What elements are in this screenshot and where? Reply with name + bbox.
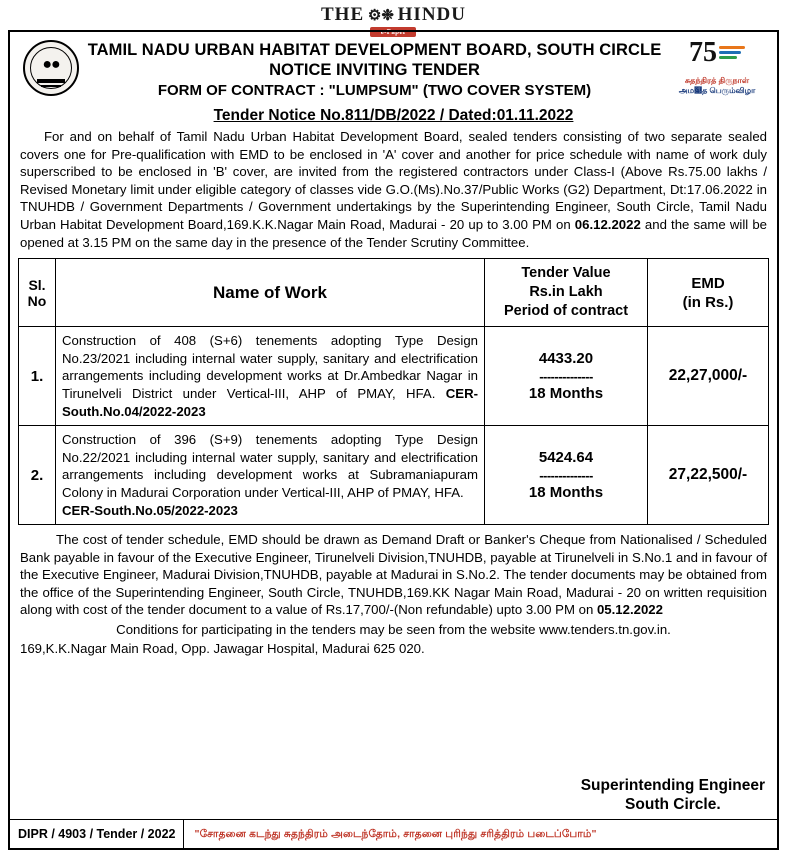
row-work-text: Construction of 396 (S+9) tenements adopting Type Design No.22/2021 including internal water supply, sanitary and electrification arrangements including development works at Subramaniapuram Colony in Madurai Corporation under Vertical-III, AHP of PMAY, HFA. xyxy=(62,432,478,500)
masthead-title-left: THE xyxy=(321,4,365,25)
header-logo-left xyxy=(18,38,84,101)
logo75-caption xyxy=(679,76,756,96)
emblem-figures-icon: ●● xyxy=(42,56,60,73)
row-separator: -------------- xyxy=(539,368,593,384)
logo75-number: 75 xyxy=(689,37,717,68)
dipr-reference: DIPR / 4903 / Tender / 2022 xyxy=(18,827,176,841)
header-sl-no-line2: No xyxy=(27,292,47,309)
advert-header xyxy=(10,32,777,103)
footer-paragraph xyxy=(10,525,777,619)
row-work-description xyxy=(56,426,485,525)
footer-document-date: 05.12.2022 xyxy=(596,602,663,618)
table-header-row xyxy=(19,259,769,327)
signoff-circle: South Circle. xyxy=(625,796,721,813)
row-tender-value xyxy=(485,426,648,525)
row-tender-value xyxy=(485,327,648,426)
office-address: 169,K.K.Nagar Main Road, Opp. Jawagar Hospital, Madurai 625 020. xyxy=(20,641,425,657)
table-row xyxy=(19,327,769,426)
row-tender-amount: 4433.20 xyxy=(538,349,594,367)
tricolor-swoosh-icon xyxy=(719,39,745,59)
masthead xyxy=(0,0,787,34)
table-row xyxy=(19,426,769,525)
header-sl-no xyxy=(19,259,56,327)
header-logo-right xyxy=(665,38,769,101)
row-sl-no: 2. xyxy=(19,426,56,525)
header-tender-value-line1: Tender Value xyxy=(521,265,611,282)
row-period: 18 Months xyxy=(528,483,604,501)
header-emd xyxy=(648,259,769,327)
emblem-base-secondary-icon xyxy=(41,85,61,87)
row-work-description xyxy=(56,327,485,426)
slogan-box xyxy=(183,820,777,848)
tender-notice-number: Tender Notice No.811/DB/2022 / Dated:01.11.2022 xyxy=(213,107,574,124)
contract-form-line: FORM OF CONTRACT : "LUMPSUM" (TWO COVER SYSTEM) xyxy=(157,82,592,99)
amrit-mahotsav-75-icon xyxy=(689,39,745,75)
header-titles xyxy=(84,38,665,101)
board-name: TAMIL NADU URBAN HABITAT DEVELOPMENT BOARD, SOUTH CIRCLE xyxy=(87,41,662,59)
intro-text-part2: and the same will be opened at 3.15 PM on the same day in the presence of the Tender Scrutiny Committee. xyxy=(20,216,767,250)
header-emd-line1: EMD xyxy=(691,274,725,292)
epaper-badge: e-Paper xyxy=(370,27,416,37)
row-sl-no: 1. xyxy=(19,327,56,426)
row-work-reference: CER-South.No.04/2022-2023 xyxy=(62,385,478,419)
row-period: 18 Months xyxy=(528,384,604,402)
row-tender-amount: 5424.64 xyxy=(538,448,594,466)
logo75-caption-line2: அம௃த பெரும்விழா xyxy=(678,86,756,95)
header-sl-no-line1: Sl. xyxy=(28,276,46,293)
tender-advertisement xyxy=(8,30,779,850)
row-emd-amount: 27,22,500/- xyxy=(648,426,769,525)
header-tender-value xyxy=(485,259,648,327)
footer-text-part1: The cost of tender schedule, EMD should be drawn as Demand Draft or Banker's Cheque from Nationalised / Scheduled Bank payable in favour of the Executive Engineer, Tirunelveli Division,TNUHDB, payable at Tirunelveli in S.No.1 and in favour of the Executive Engineer, Madurai Division,TNUHDB, payable at Madurai in S.No.2. The tender documents may be obtained from the office of the Superintending Engineer, South Circle, TNUHDB,169.KK Nagar Main Road, Madurai - 20 on written requisition along with cost of the tender document to a value of Rs.17,700/-(Non refundable) upto 3.00 PM on xyxy=(20,532,767,618)
signoff-block xyxy=(581,776,765,814)
row-work-text: Construction of 408 (S+6) tenements adopting Type Design No.23/2021 including internal water supply, sanitary and electrification arrangements including development works at Dr.Ambedkar Nagar in Tirunelveli District under Vertical-III, AHP of PMAY, HFA. xyxy=(62,333,478,401)
row-separator: -------------- xyxy=(539,467,593,483)
signoff-designation: Superintending Engineer xyxy=(580,777,765,794)
row-work-reference: CER-South.No.05/2022-2023 xyxy=(62,502,238,518)
masthead-title-right: HINDU xyxy=(397,4,466,25)
header-tender-value-line3: Period of contract xyxy=(503,303,629,320)
header-emd-line2: (in Rs.) xyxy=(682,293,734,311)
header-name-of-work: Name of Work xyxy=(56,259,485,327)
emblem-base-icon xyxy=(37,79,65,83)
header-tender-value-line2: Rs.in Lakh xyxy=(529,284,603,301)
notice-heading: NOTICE INVITING TENDER xyxy=(269,61,480,79)
logo75-caption-line1: சுதந்திரத் திருநாள் xyxy=(684,76,750,85)
bottom-strip xyxy=(10,819,777,848)
intro-paragraph xyxy=(10,128,777,251)
intro-bid-date: 06.12.2022 xyxy=(574,216,641,232)
tamil-nadu-emblem-icon xyxy=(23,40,79,96)
tamil-slogan: "சோதனை கடந்து சுதந்திரம் அடைந்தோம், சாதனை புரிந்து சரித்திரம் படைப்போம்" xyxy=(194,827,597,840)
row-emd-amount: 22,27,000/- xyxy=(648,327,769,426)
intro-text-part1: For and on behalf of Tamil Nadu Urban Habitat Development Board, sealed tenders consisting of two separate sealed covers one for Pre-qualification with EMD to be enclosed in 'A' cover and another for price schedule with name of work duly superscribed to be enclosed in 'B' cover, are invited from the registered contractors under Class-I (Above Rs.75.00 lakhs / Revised Monetary limit under eligible category of classes vide G.O.(Ms).No.37/Public Works (G2) Department, Dt:17.06.2022 in TNUHDB / Government Departments / Government undertakings by the Superintending Engineer, South Circle, Tamil Nadu Urban Habitat Development Board,169.K.K.Nagar Main Road, Madurai - 20 up to 3.00 PM on xyxy=(20,129,767,232)
tender-table xyxy=(18,258,769,525)
conditions-line: Conditions for participating in the tenders may be seen from the website www.tenders.tn.gov.in. xyxy=(116,622,671,638)
masthead-ornament-icon: ⚙❉ xyxy=(364,8,398,24)
